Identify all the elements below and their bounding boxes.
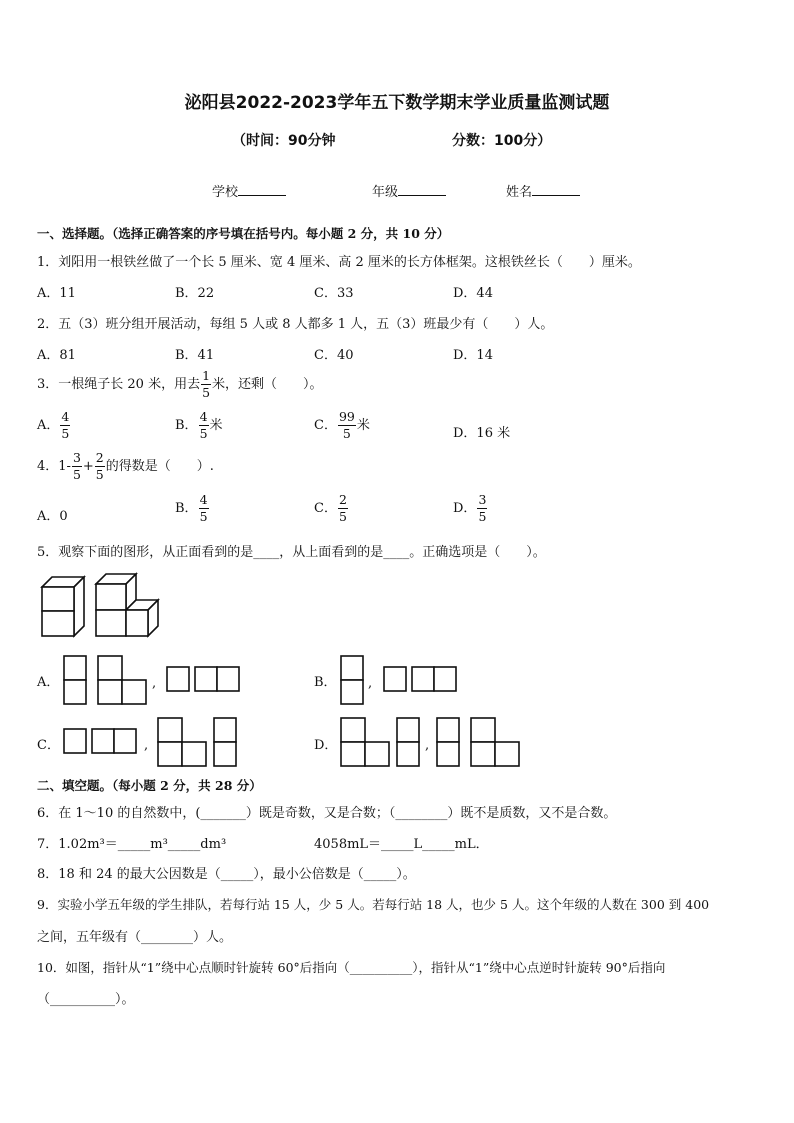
q5-option-a-top-view [165,664,245,694]
name-field [506,181,580,200]
q3-frac-num: 1 [202,368,211,383]
grade-blank[interactable] [398,183,446,196]
school-field [212,181,286,200]
q5-option-d-front-views [339,716,425,768]
q3-b-label: B． [175,418,198,433]
q1-option-a[interactable]: A．11 [37,286,76,301]
q4-c-label: C． [314,501,337,516]
exam-score: 分数：100分） [452,133,552,149]
question-8: 8．18 和 24 的最大公因数是（_____），最小公倍数是（_____）。 [37,867,416,882]
q3-b-fraction [199,411,209,440]
school-label: 学校 [212,185,239,200]
q4-option-c[interactable] [314,494,349,523]
q3-a-label: A． [37,418,60,433]
q3-fraction [201,370,211,399]
q3-option-d[interactable]: D．16 米 [453,426,511,441]
question-7-part-2: 4058mL＝_____L_____mL． [314,837,489,852]
q4-d-den: 5 [478,508,487,524]
q4-d-fraction [477,494,487,523]
q2-option-d[interactable]: D．14 [453,348,493,363]
q2-option-b[interactable]: B．41 [175,348,215,363]
q3-b-den: 5 [199,425,208,441]
question-10-line-2: （__________）。 [37,992,135,1007]
q4-option-b[interactable] [175,494,210,523]
q3-frac-den: 5 [202,384,211,400]
question-6: 6．在 1～10 的自然数中，(_______）既是奇数，又是合数；（________）既不是质数，又不是合数。 [37,806,617,821]
q3-b-unit: 米 [209,418,223,433]
q5-d-comma: , [425,738,430,753]
q3-c-label: C． [314,418,337,433]
q5-option-b-front-view [339,654,367,706]
grade-field [372,181,446,200]
q3-option-c[interactable] [314,411,370,440]
q4-c-fraction [338,494,348,523]
q3-a-num: 4 [61,409,70,424]
q5-a-comma: , [152,676,157,691]
q4-b-fraction [199,494,209,523]
q4-d-num: 3 [478,492,487,507]
q5-option-b-label[interactable]: B． [314,675,337,690]
q3-option-b[interactable] [175,411,223,440]
q5-option-d-top-views [435,716,525,768]
q4-b-den: 5 [199,508,208,524]
q4-f2-den: 5 [95,466,104,482]
q4-option-a[interactable]: A．0 [37,509,68,524]
q4-fraction-2 [95,452,105,481]
grade-label: 年级 [372,185,399,200]
q4-prefix: 4．1- [37,459,71,474]
q5-option-c-top-views [156,716,241,768]
question-7-part-1: 7．1.02m³＝_____m³_____dm³ [37,837,227,852]
q3-a-den: 5 [61,425,70,441]
q4-c-den: 5 [338,508,347,524]
q4-f1-den: 5 [72,466,81,482]
page-title: 泌阳县2022-2023学年五下数学期末学业质量监测试题 [184,93,610,113]
q5-option-c-label[interactable]: C． [37,738,60,753]
q3-c-unit: 米 [356,418,370,433]
q4-fraction-1 [72,452,82,481]
q3-option-a[interactable] [37,411,71,440]
q1-option-b[interactable]: B．22 [175,286,215,301]
q3-prefix: 3．一根绳子长 20 米，用去 [37,377,201,392]
school-blank[interactable] [238,183,286,196]
question-9-line-2: 之间，五年级有（________）人。 [37,930,233,945]
q5-cube-figure [38,570,163,640]
q5-option-d-label[interactable]: D． [314,738,338,753]
q4-suffix: 的得数是（ ）. [105,459,214,474]
name-label: 姓名 [506,185,533,200]
q2-option-c[interactable]: C．40 [314,348,354,363]
q4-b-num: 4 [199,492,208,507]
q3-suffix: 米，还剩（ ）。 [212,377,323,392]
q5-option-b-top-view [382,664,462,694]
q1-option-d[interactable]: D．44 [453,286,493,301]
exam-time: （时间：90分钟 [232,133,336,149]
question-5: 5．观察下面的图形，从正面看到的是____，从上面看到的是____。正确选项是（ ）。 [37,545,546,560]
q3-c-num: 99 [338,409,355,424]
q5-option-a-front-views [62,654,152,706]
question-4 [37,452,214,481]
q4-c-num: 2 [338,492,347,507]
question-2: 2．五（3）班分组开展活动，每组 5 人或 8 人都多 1 人，五（3）班最少有（ ）人。 [37,317,554,332]
q3-a-fraction [60,411,70,440]
q3-c-fraction [338,411,356,440]
q1-option-c[interactable]: C．33 [314,286,354,301]
q4-plus: + [82,459,94,474]
q4-d-label: D． [453,501,477,516]
q2-option-a[interactable]: A．81 [37,348,76,363]
q5-c-comma: , [144,738,149,753]
name-blank[interactable] [532,183,580,196]
question-9-line-1: 9．实验小学五年级的学生排队，若每行站 15 人，少 5 人。若每行站 18 人，也少 5 人。这个年级的人数在 300 到 400 [37,897,710,912]
q5-option-a-label[interactable]: A． [37,675,60,690]
question-10-line-1: 10．如图，指针从“1”绕中心点顺时针旋转 60°后指向（__________），指针从“1”绕中心点逆时针旋转 90°后指向 [37,960,666,975]
q4-option-d[interactable] [453,494,488,523]
section1-heading: 一、选择题。（选择正确答案的序号填在括号内。每小题 2 分，共 10 分） [37,226,450,241]
question-1: 1．刘阳用一根铁丝做了一个长 5 厘米、宽 4 厘米、高 2 厘米的长方体框架。这根铁丝长（ ）厘米。 [37,255,641,270]
q3-c-den: 5 [342,425,351,441]
q4-b-label: B． [175,501,198,516]
q5-b-comma: , [368,676,373,691]
q3-b-num: 4 [199,409,208,424]
q4-f1-num: 3 [72,450,81,465]
q5-option-c-front-view [62,726,142,756]
section2-heading: 二、填空题。（每小题 2 分，共 28 分） [37,778,262,793]
question-3 [37,370,323,399]
q4-f2-num: 2 [95,450,104,465]
